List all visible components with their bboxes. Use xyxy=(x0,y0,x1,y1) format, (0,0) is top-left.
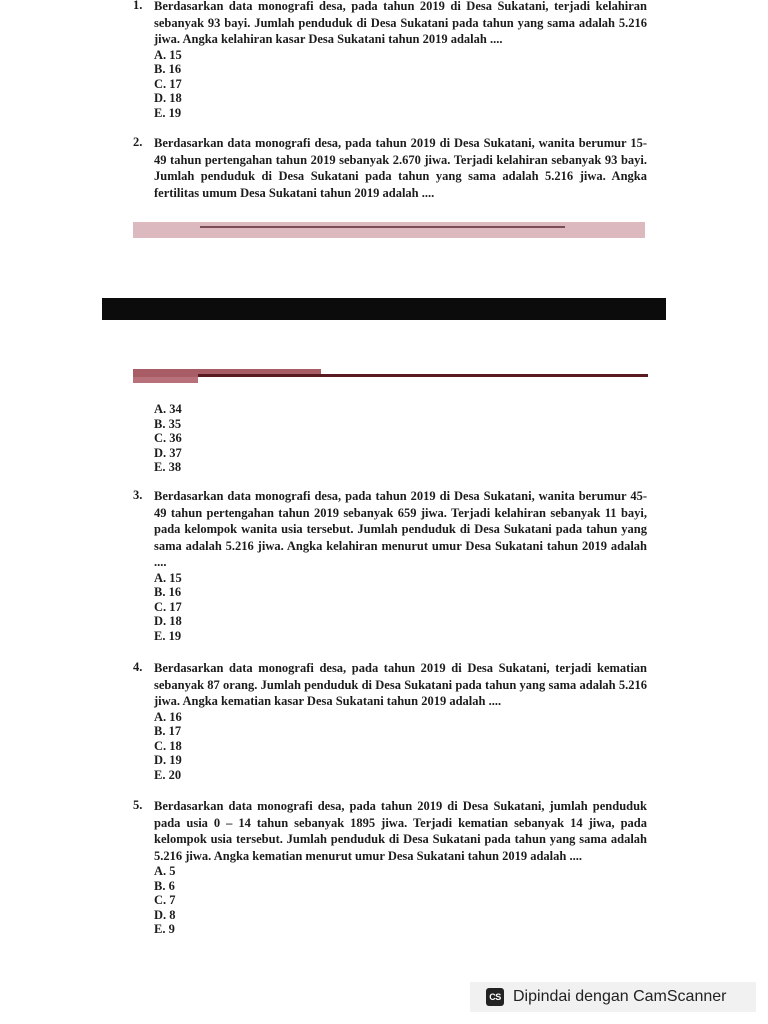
redaction-bar-maroon-small xyxy=(133,377,198,383)
option-a: A. 16 xyxy=(154,709,182,724)
question-5 xyxy=(133,798,647,937)
option-e: E. 20 xyxy=(154,767,182,782)
question-number: 4. xyxy=(133,660,143,674)
question-number: 2. xyxy=(133,135,143,149)
option-c: C. 18 xyxy=(154,738,182,753)
question-2 xyxy=(133,135,647,201)
option-d: D. 18 xyxy=(154,614,182,629)
answer-options xyxy=(154,571,647,644)
question-text: Berdasarkan data monografi desa, pada tahun 2019 di Desa Sukatani, wanita berumur 45-49 tahun pertengahan tahun 2019 sebanyak 659 jiwa. Terjadi kelahiran sebanyak 11 bayi, pada kelompok wanita usia tersebut. Jumlah penduduk di Desa Sukatani pada tahun yang sama adalah 5.216 jiwa. Angka kelahiran menurut umur Desa Sukatani tahun 2019 adalah .... xyxy=(154,489,647,569)
camscanner-logo-icon: CS xyxy=(486,988,504,1006)
option-a: A. 5 xyxy=(154,864,176,878)
option-c: C. 7 xyxy=(154,893,176,908)
option-d: D. 18 xyxy=(154,91,182,106)
option-e: E. 19 xyxy=(154,628,182,643)
answer-options xyxy=(154,864,647,937)
redaction-line xyxy=(200,226,565,228)
answer-options xyxy=(154,710,647,783)
option-b: B. 35 xyxy=(154,416,182,431)
option-c: C. 17 xyxy=(154,76,182,91)
option-b: B. 6 xyxy=(154,878,175,893)
question-number: 3. xyxy=(133,488,143,502)
option-d: D. 37 xyxy=(154,445,182,460)
question-text: Berdasarkan data monografi desa, pada tahun 2019 di Desa Sukatani, terjadi kematian sebanyak 87 orang. Jumlah penduduk di Desa Sukatani pada tahun yang sama adalah 5.216 jiwa. Angka kematian kasar Desa Sukatani tahun 2019 adalah .... xyxy=(154,661,647,708)
option-a: A. 15 xyxy=(154,570,182,585)
option-a: A. 15 xyxy=(154,47,182,62)
option-b: B. 16 xyxy=(154,62,182,77)
option-b: B. 17 xyxy=(154,724,182,739)
redaction-line-maroon xyxy=(198,374,648,377)
question-2-answer-options xyxy=(154,402,182,475)
question-3 xyxy=(133,488,647,643)
question-4 xyxy=(133,660,647,782)
option-e: E. 19 xyxy=(154,105,182,120)
question-number: 1. xyxy=(133,0,143,12)
redaction-bar-pink xyxy=(133,222,645,238)
option-a: A. 34 xyxy=(154,402,182,416)
option-d: D. 8 xyxy=(154,907,176,922)
question-number: 5. xyxy=(133,798,143,812)
option-d: D. 19 xyxy=(154,753,182,768)
question-1 xyxy=(133,0,647,120)
option-e: E. 9 xyxy=(154,922,175,937)
option-e: E. 38 xyxy=(154,460,182,475)
question-text: Berdasarkan data monografi desa, pada tahun 2019 di Desa Sukatani, terjadi kelahiran sebanyak 93 bayi. Jumlah penduduk di Desa Sukatani pada tahun yang sama adalah 5.216 jiwa. Angka kelahiran kasar Desa Sukatani tahun 2019 adalah .... xyxy=(154,0,647,46)
option-b: B. 16 xyxy=(154,585,182,600)
redaction-bar-black xyxy=(102,298,666,320)
option-c: C. 17 xyxy=(154,599,182,614)
question-text: Berdasarkan data monografi desa, pada tahun 2019 di Desa Sukatani, wanita berumur 15-49 tahun pertengahan tahun 2019 sebanyak 2.670 jiwa. Terjadi kelahiran sebanyak 93 bayi. Jumlah penduduk di Desa Sukatani pada tahun yang sama adalah 5.216 jiwa. Angka fertilitas umum Desa Sukatani tahun 2019 adalah .... xyxy=(154,136,647,200)
option-c: C. 36 xyxy=(154,431,182,446)
camscanner-label: Dipindai dengan CamScanner xyxy=(513,988,727,1005)
camscanner-watermark xyxy=(470,982,756,1012)
question-text: Berdasarkan data monografi desa, pada tahun 2019 di Desa Sukatani, jumlah penduduk pada usia 0 – 14 tahun sebanyak 1895 jiwa. Terjadi kematian sebanyak 14 jiwa, pada kelompok usia tersebut. Jumlah penduduk di Desa Sukatani pada tahun yang sama adalah 5.216 jiwa. Angka kematian menurut umur Desa Sukatani tahun 2019 adalah .... xyxy=(154,799,647,863)
answer-options xyxy=(154,48,647,121)
